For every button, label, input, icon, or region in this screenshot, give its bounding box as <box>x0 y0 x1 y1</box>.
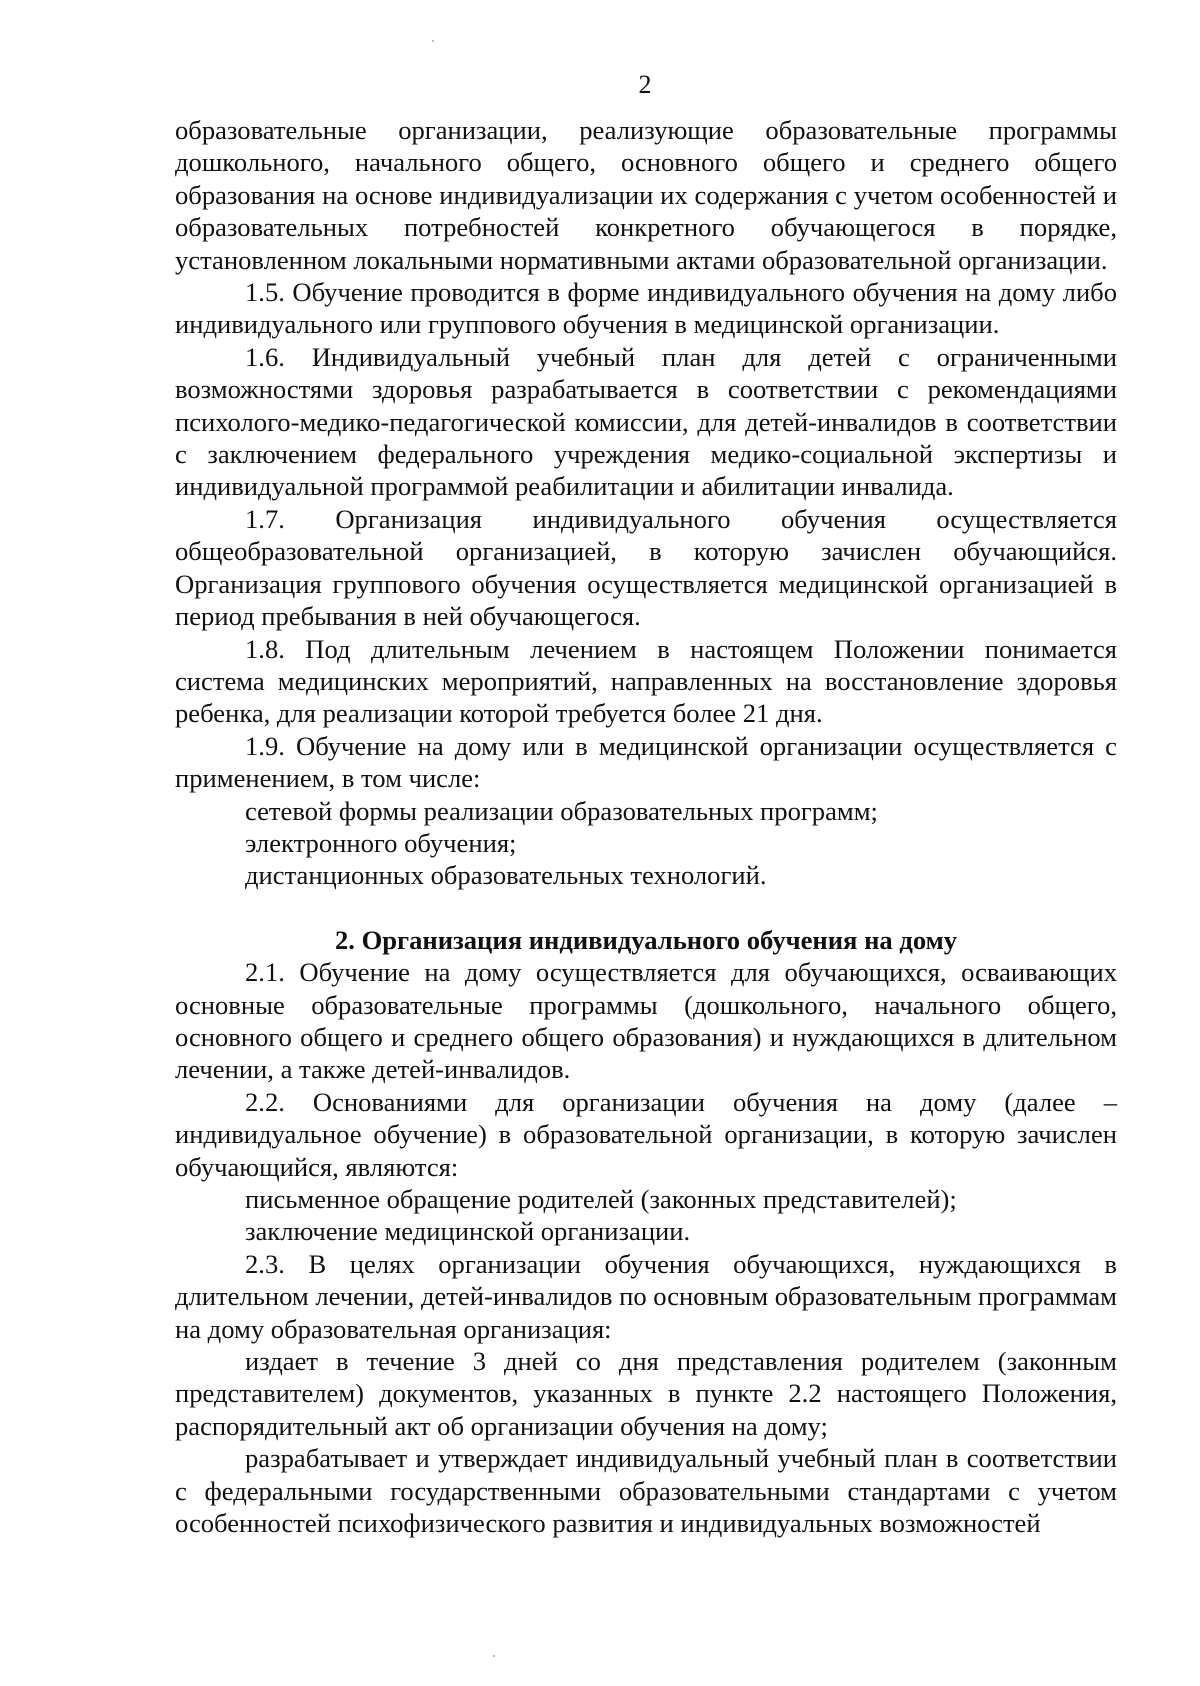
list-item: электронного обучения; <box>245 827 517 858</box>
section-heading: 2. Организация индивидуального обучения на дому <box>334 924 958 955</box>
scan-speck <box>493 1655 495 1657</box>
list-item: письменное обращение родителей (законных представителей); <box>245 1184 957 1214</box>
paragraph-2-3-item: разрабатывает и утверждает индивидуальный учебный план в соответствии с федеральными государственными образовательными стандартами с учетом особенностей психофизического развития и индивидуальных возможностей <box>175 1443 1117 1539</box>
section-spacer <box>175 892 1117 924</box>
paragraph-2-3: 2.3. В целях организации обучения обучающихся, нуждающихся в длительном лечении, детей-инвалидов по основным образовательным программам на дому образовательная организация: <box>175 1248 1117 1344</box>
document-body <box>175 114 1117 1539</box>
paragraph-1-8: 1.8. Под длительным лечением в настоящем Положении понимается система медицинских мероприятий, направленных на восстановление здоровья ребенка, для реализации которой требуется более 21 дня. <box>175 633 1117 729</box>
list-item: дистанционных образовательных технологий. <box>245 860 767 891</box>
paragraph-1-5: 1.5. Обучение проводится в форме индивидуального обучения на дому либо индивидуального или группового обучения в медицинской организации. <box>175 277 1117 340</box>
list-item: заключение медицинской организации. <box>245 1216 691 1247</box>
scan-speck <box>432 40 434 42</box>
paragraph-1-6: 1.6. Индивидуальный учебный план для детей с ограниченными возможностями здоровья разрабатывается в соответствии с рекомендациями психолого-медико-педагогической комиссии, для детей-инвалидов в соответствии с заключением федерального учреждения медико-социальной экспертизы и индивидуальной программой реабилитации и абилитации инвалида. <box>175 341 1117 502</box>
paragraph-continuation: образовательные организации, реализующие образовательные программы дошкольного, начального общего, основного общего и среднего общего образования на основе индивидуализации их содержания с учетом особенностей и образовательных потребностей конкретного обучающегося в порядке, установленном локальными нормативными актами образовательной организации. <box>175 115 1117 275</box>
page-number: 2 <box>638 70 652 99</box>
paragraph-1-9: 1.9. Обучение на дому или в медицинской организации осуществляется с применением, в том числе: <box>175 730 1117 794</box>
paragraph-1-7: 1.7. Организация индивидуального обучения осуществляется общеобразовательной организацией, в которую зачислен обучающийся. Организация группового обучения осуществляется медицинской организацией в период пребывания в ней обучающегося. <box>175 503 1117 632</box>
paragraph-2-1: 2.1. Обучение на дому осуществляется для обучающихся, осваивающих основные образовательные программы (дошкольного, начального общего, основного общего и среднего общего образования) и нуждающихся в длительном лечении, а также детей-инвалидов. <box>175 957 1117 1085</box>
paragraph-2-3-item: издает в течение 3 дней со дня представления родителем (законным представителем) документов, указанных в пункте 2.2 настоящего Положения, распорядительный акт об организации обучения на дому; <box>175 1346 1117 1441</box>
paragraph-2-2: 2.2. Основаниями для организации обучения на дому (далее – индивидуальное обучение) в образовательной организации, в которую зачислен обучающийся, являются: <box>175 1086 1117 1182</box>
list-item: сетевой формы реализации образовательных программ; <box>245 795 878 826</box>
